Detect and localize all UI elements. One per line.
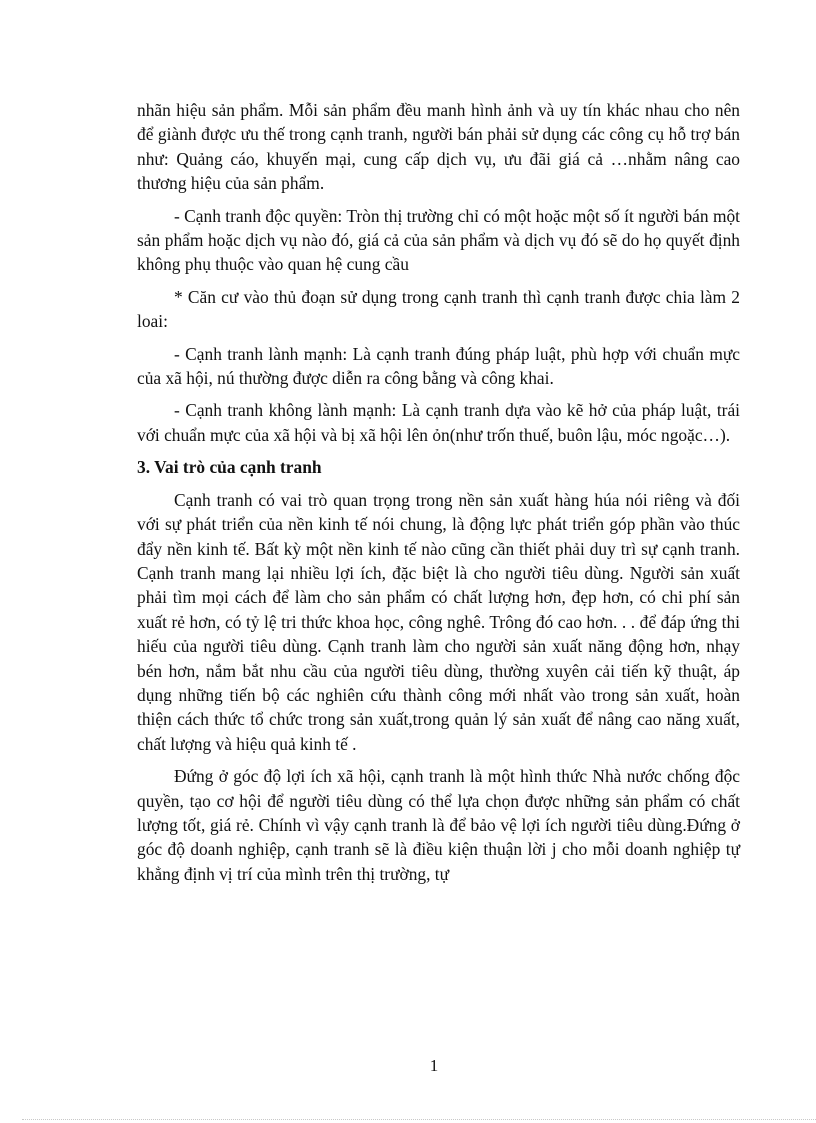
paragraph-fair-competition: - Cạnh tranh lành mạnh: Là cạnh tranh đúng pháp luật, phù hợp với chuẩn mực của xã hội, nú thường được diễn ra công bằng và công khai. xyxy=(137,343,740,389)
paragraph-monopoly-competition: - Cạnh tranh độc quyền: Tròn thị trường chỉ có một hoặc một số ít người bán một sản phẩm hoặc dịch vụ nào đó, giá cả của sản phẩm và dịch vụ đó sẽ do họ quyết định không phụ thuộc vào quan hệ cung cầu xyxy=(137,205,740,275)
page-body xyxy=(137,98,740,894)
paragraph-social-perspective: Đứng ở góc độ lợi ích xã hội, cạnh tranh là một hình thức Nhà nước chống độc quyền, tạo cơ hội để người tiêu dùng có thể lựa chọn được những sản phẩm có chất lượng tốt, giá rẻ. Chính vì vậy cạnh tranh là để bảo vệ lợi ích người tiêu dùng.Đứng ở góc độ doanh nghiệp, cạnh tranh sẽ là điều kiện thuận lời j cho mỗi doanh nghiệp tự khẳng định vị trí của mình trên thị trường, tự xyxy=(137,766,740,884)
paragraph-unfair-competition: - Cạnh tranh không lành mạnh: Là cạnh tranh dựa vào kẽ hở của pháp luật, trái với chuẩn mực của xã hội và bị xã hội lên ỏn(như trốn thuế, buôn lậu, móc ngoặc…). xyxy=(137,400,740,445)
paragraph-classification: * Căn cư vào thủ đoạn sử dụng trong cạnh tranh thì cạnh tranh được chia làm 2 loai: xyxy=(137,286,740,332)
section-heading: 3. Vai trò của cạnh tranh xyxy=(137,457,322,478)
paragraph-role-of-competition: Cạnh tranh có vai trò quan trọng trong nền sản xuất hàng húa nói riêng và đối với sự phát triển của nền kinh tế nói chung, là động lực phát triển góp phần vào thúc đẩy nền kinh tế. Bất kỳ một nền kinh tế nào cũng cần thiết phải duy trì sự cạnh tranh. Cạnh tranh mang lại nhiều lợi ích, đặc biệt là cho người tiêu dùng. Người sản xuất phải tìm mọi cách để làm cho sản phẩm có chất lượng hơn, đẹp hơn, có chi phí sản xuất rẻ hơn, có tỷ lệ tri thức khoa học, công nghê. Trông đó cao hơn. . . để đáp ứng thi hiếu của người tiêu dùng. Cạnh tranh làm cho người sản xuất năng động hơn, nhạy bén hơn, nắm bắt nhu cầu của người tiêu dùng, thường xuyên cải tiến kỹ thuật, áp dụng những tiến bộ các nghiên cứu thành công mới nhất vào trong sản xuất, hoàn thiện cách thức tổ chức trong sản xuất,trong quản lý sản xuất để nâng cao năng xuất, chất lượng và hiệu quả kinh tế . xyxy=(137,489,740,754)
page-number: 1 xyxy=(429,1056,439,1075)
page-bottom-rule xyxy=(22,1119,816,1120)
paragraph-continued: nhãn hiệu sản phẩm. Mỗi sản phẩm đều manh hình ảnh và uy tín khác nhau cho nên để giành được ưu thế trong cạnh tranh, người bán phải sử dụng các công cụ hỗ trợ bán như: Quảng cáo, khuyến mại, cung cấp dịch vụ, ưu đãi giá cả …nhằm nâng cao thương hiệu của sản phẩm. xyxy=(137,100,740,194)
